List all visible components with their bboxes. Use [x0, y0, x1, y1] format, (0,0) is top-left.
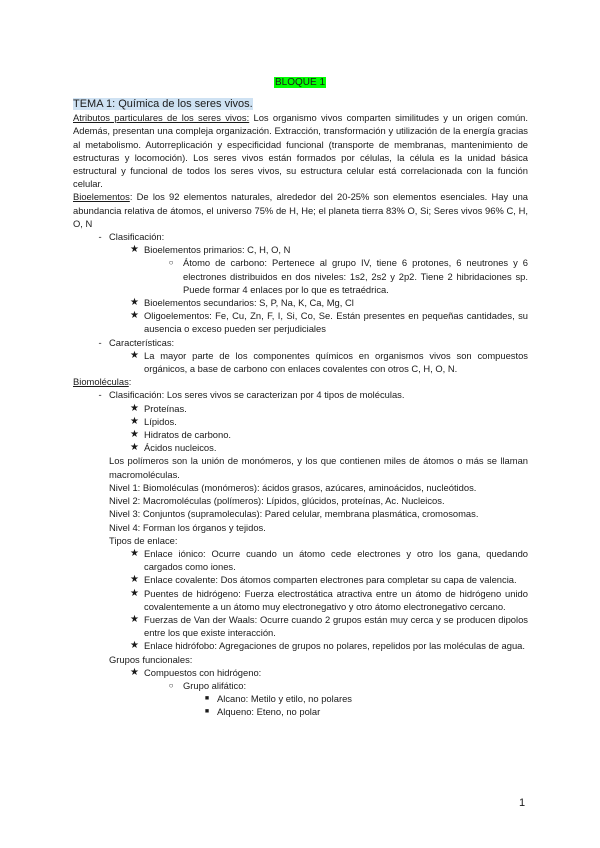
polimeros-text: Los polímeros son la unión de monómeros, y los que contienen miles de átomos o más se llaman macromoléculas.: [109, 455, 528, 480]
list-item: [73, 666, 528, 679]
list-item: [73, 388, 528, 401]
list-item: [73, 349, 528, 375]
star-bullet-icon: ★: [130, 666, 139, 678]
caracteristicas-label: Características:: [109, 336, 175, 348]
enlace-text: Enlace covalente: Dos átomos comparten electrones para completar su capa de valencia.: [144, 574, 517, 586]
list-item: [73, 428, 528, 441]
carbono-text: Átomo de carbono: Pertenece al grupo IV, tiene 6 protones, 6 neutrones y 6 electrones distribuidos en dos niveles: 1s2, 2s2 y 2p2. Tiene 2 hibridaciones sp. Puede formar 4 enlaces por lo que es tetraédrica.: [183, 257, 528, 295]
page-number: 1: [519, 797, 526, 809]
star-bullet-icon: ★: [130, 349, 139, 361]
biomoleculas-heading: [73, 375, 528, 388]
list-item: [73, 613, 528, 639]
star-bullet-icon: ★: [130, 310, 139, 322]
list-item: [73, 243, 528, 256]
enlace-text: Enlace hidrófobo: Agregaciones de grupos no polares, repelidos por las moléculas de agua.: [144, 640, 525, 652]
dash-bullet: -: [98, 389, 102, 401]
star-bullet-icon: ★: [130, 442, 139, 454]
list-item: [73, 705, 528, 718]
tema-heading: [73, 97, 528, 111]
list-item: [73, 679, 528, 692]
nivel-text: Nivel 3: Conjuntos (supramoleculas): Pared celular, membrana plasmática, cromosomas.: [109, 508, 479, 520]
list-item: [73, 402, 528, 415]
list-item: [73, 573, 528, 586]
dash-bullet: -: [98, 231, 102, 243]
biomoleculas-label: Biomoléculas: [73, 376, 129, 388]
star-bullet-icon: ★: [130, 587, 139, 599]
alcano-text: Alcano: Metilo y etilo, no polares: [217, 693, 352, 705]
document-body: [73, 97, 528, 719]
star-bullet-icon: ★: [130, 640, 139, 652]
tema-title: TEMA 1: Química de los seres vivos.: [73, 98, 253, 110]
compuestos-text: Compuestos con hidrógeno:: [144, 666, 262, 678]
circle-bullet-icon: ○: [168, 680, 174, 690]
square-bullet-icon: ■: [204, 695, 210, 703]
star-bullet-icon: ★: [130, 547, 139, 559]
atributos-label: Atributos particulares de los seres vivos:: [73, 112, 250, 124]
bioelementos-paragraph: [73, 190, 528, 230]
colon: :: [128, 376, 132, 388]
list-item: [73, 692, 528, 705]
caracteristica-text: La mayor parte de los componentes químicos en organismos vivos son compuestos orgánicos, a base de carbono con enlaces covalentes con otros C, H, O, N.: [144, 349, 528, 375]
list-item: [73, 547, 528, 573]
clasificacion-label: Clasificación:: [109, 231, 165, 243]
square-bullet-icon: ■: [204, 708, 210, 716]
tipo-molecula: Lípidos.: [144, 415, 177, 427]
atributos-paragraph: [73, 111, 528, 190]
nivel-text: Nivel 4: Forman los órganos y tejidos.: [109, 521, 266, 533]
enlace-text: Enlace iónico: Ocurre cuando un átomo cede electrones y otro los gana, quedando cargados como iones.: [144, 547, 528, 573]
list-item: [73, 415, 528, 428]
bioelementos-label: Bioelementos: [73, 191, 130, 203]
secundarios-text: Bioelementos secundarios: S, P, Na, K, Ca, Mg, Cl: [144, 297, 354, 309]
tipo-molecula: Proteínas.: [144, 402, 187, 414]
oligo-text: Oligoelementos: Fe, Cu, Zn, F, I, Si, Co, Se. Están presentes en pequeñas cantidades, su ausencia o exceso pueden ser perjudiciales: [144, 310, 528, 335]
list-item: [73, 639, 528, 652]
list-item: [73, 309, 528, 335]
star-bullet-icon: ★: [130, 244, 139, 256]
enlace-text: Fuerzas de Van der Waals: Ocurre cuando 2 grupos están muy cerca y se producen dipolos entre los que existe interacción.: [144, 613, 528, 639]
dash-bullet: -: [98, 336, 102, 348]
star-bullet-icon: ★: [130, 402, 139, 414]
atributos-text: Los organismo vivos comparten similitudes y un origen común. Además, presentan una compleja organización. Extracción, transformación y utilización de la energía gracias al metabolismo. Autorreplicación y especificidad funcional (transporte de membranas, mantenimiento de estructuras y locomoción). Los seres vivos están formados por células, la célula es la unidad básica estructural y funcional de todos los seres vivos, su estructura celular está correlacionada con la función celular.: [73, 112, 529, 190]
list-item: [73, 587, 528, 613]
list-item: [73, 441, 528, 454]
alqueno-text: Alqueno: Eteno, no polar: [217, 706, 321, 718]
circle-bullet-icon: ○: [168, 258, 174, 268]
list-item: [73, 296, 528, 309]
nivel-text: Nivel 1: Biomoléculas (monómeros): ácidos grasos, azúcares, aminoácidos, nucleótidos.: [109, 481, 477, 493]
star-bullet-icon: ★: [130, 429, 139, 441]
tipo-molecula: Hidratos de carbono.: [144, 429, 232, 441]
nivel-text: Nivel 2: Macromoléculas (polímeros): Lípidos, glúcidos, proteínas, Ac. Nucleicos.: [109, 495, 445, 507]
bioelementos-text: : De los 92 elementos naturales, alrededor del 20-25% son elementos esenciales. Hay una abundancia relativa de átomos, el universo 75% de H, He; el planeta tierra 83% O, Si; Seres vivos 96% C, H, O, N: [73, 191, 528, 229]
grupos-funcionales-label: Grupos funcionales:: [109, 653, 193, 665]
list-item: [73, 256, 528, 296]
enlace-text: Puentes de hidrógeno: Fuerza electrostática atractiva entre un átomo de hidrógeno unido covalentemente a un átomo muy electronegativo y otro átomo electronegativo cercano.: [144, 587, 528, 612]
star-bullet-icon: ★: [130, 415, 139, 427]
star-bullet-icon: ★: [130, 297, 139, 309]
tipo-molecula: Ácidos nucleicos.: [144, 442, 217, 454]
biomoleculas-clasificacion: Clasificación: Los seres vivos se caracterizan por 4 tipos de moléculas.: [109, 389, 405, 401]
star-bullet-icon: ★: [130, 613, 139, 625]
page-title: BLOQUE 1: [274, 77, 326, 88]
star-bullet-icon: ★: [130, 574, 139, 586]
primarios-text: Bioelementos primarios: C, H, O, N: [144, 244, 291, 256]
list-item: [73, 336, 528, 349]
alifatico-text: Grupo alifático:: [183, 679, 247, 691]
list-item: [73, 230, 528, 243]
title-block: [0, 72, 600, 90]
tipos-enlace-label: Tipos de enlace:: [109, 534, 178, 546]
